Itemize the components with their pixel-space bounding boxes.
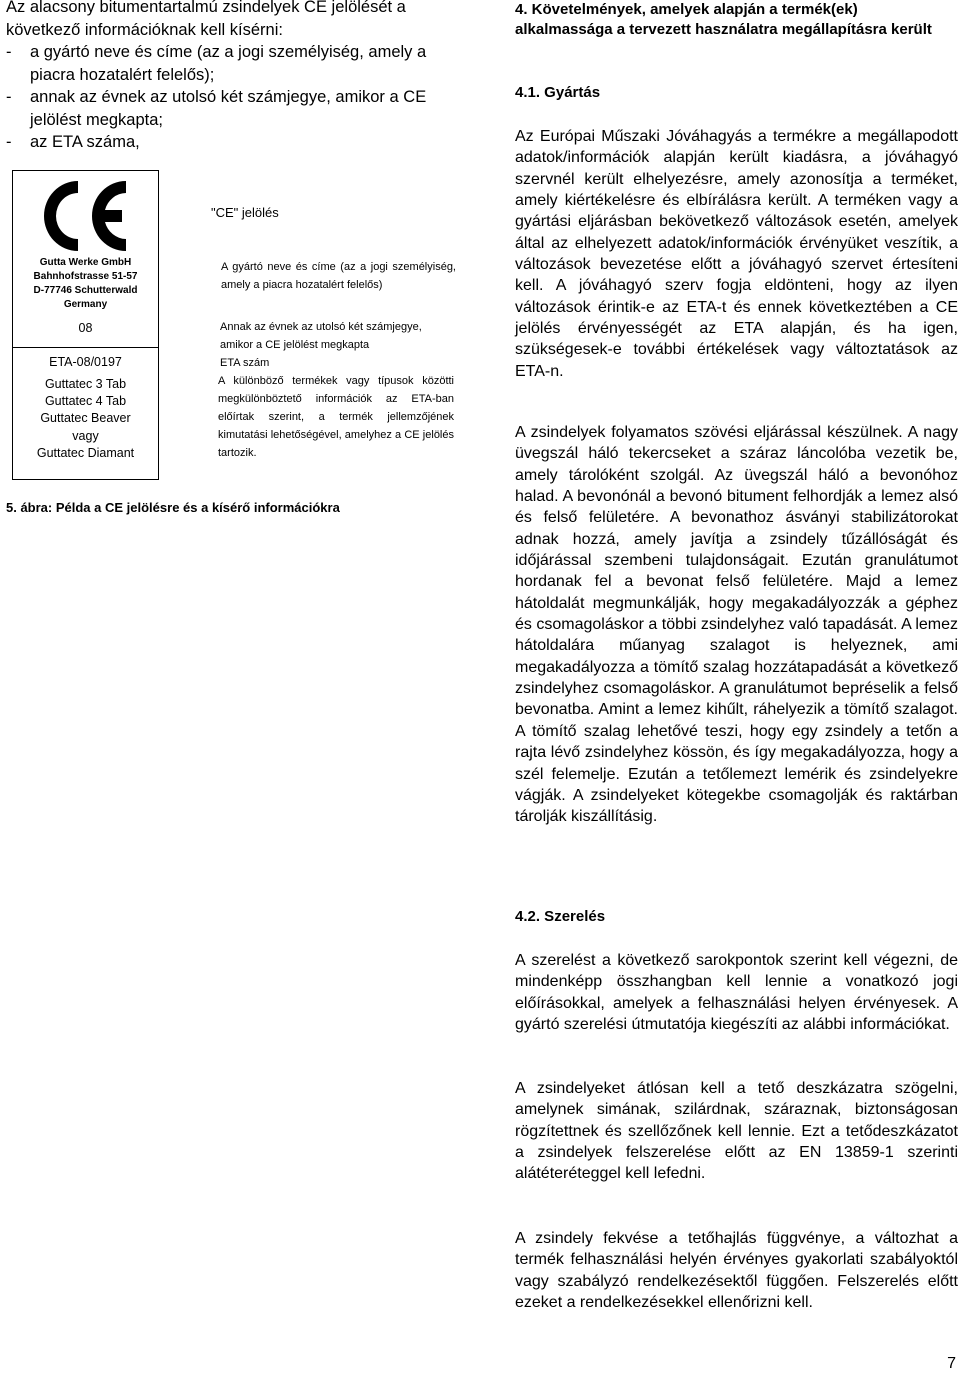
products-annotation: A különböző termékek vagy típusok közötti megkülönböztető információk az ETA-ban előírtak szerint, a termék jellemzőjének kimutatási lehetőségével, amelyhez a CE jelölés tartozik. xyxy=(218,375,454,459)
product-item: Guttatec 3 Tab xyxy=(44,377,127,391)
intro-text xyxy=(6,0,466,154)
year-annotation: Annak az évnek az utolsó két számjegye, amikor a CE jelölést megkapta xyxy=(220,321,422,351)
intro-line: Az alacsony bitumentartalmú zsindelyek CE jelölését a következő információknak kell kísérni: xyxy=(6,0,406,39)
year-code: 08 xyxy=(78,321,93,335)
manufacturer-street: Bahnhofstrasse 51-57 xyxy=(33,271,138,282)
box-divider xyxy=(13,347,158,348)
manufacturer-info xyxy=(13,256,158,312)
intro-list-item-manufacturer: - a gyártó neve és címe (az a jogi személyiség, amely a piacra hozatalért felelős); xyxy=(6,43,427,84)
product-item: vagy xyxy=(72,428,99,443)
ce-logo-icon xyxy=(38,175,148,257)
figure-caption: 5. ábra: Példa a CE jelölésre és a kísérő információkra xyxy=(6,500,340,515)
product-item: Guttatec Diamant xyxy=(36,445,135,460)
manufacturer-city: D-77746 Schutterwald xyxy=(33,285,138,296)
product-item: Guttatec Beaver xyxy=(40,411,131,426)
paragraph: Az Európai Műszaki Jóváhagyás a termékre a megállapodott adatok/információk alapján került kiadásra, a jóváhagyó szervnél került elhelyezésre, amely azonosítja a terméket, amely kiértékelésre és elbírálásra került. A terméken vagy a gyártási eljárásban bekövetkező változások esetén, amelyek által az elhelyezett adatok/információk érvényüket veszítik, a változások bevezetése előtt a jóváhagyó szervet értesíteni kell. A jóváhagyó szerv fogja eldönteni, hogy az ilyen változások érintik-e az ETA-t és ennek következtében a CE jelölés érvényességét az ETA alapján, és ha igen, szükségesek-e további értékelések vagy változtatások az ETA-n. xyxy=(515,128,958,380)
ce-label-annotation: "CE" jelölés xyxy=(211,205,279,220)
subsection-4-1-title: 4.1. Gyártás xyxy=(515,84,601,101)
eta-annotation: ETA szám xyxy=(220,357,270,369)
eta-number: ETA-08/0197 xyxy=(49,355,122,369)
page-number: 7 xyxy=(947,1355,956,1372)
intro-list-item-eta: - az ETA száma, xyxy=(6,133,140,151)
manufacturer-country: Germany xyxy=(63,299,108,310)
paragraph: A zsindelyeket átlósan kell a tető deszkázatra szögelni, amelynek simának, szilárdnak, száraznak, biztonságosan rögzítettnek és szellőzőnek kell lennie. Ezt a tetődeszkázatot a zsindelyek felszerelése előtt az EN 13859-1 szerinti alátéteréteggel kell lefedni. xyxy=(515,1080,958,1183)
manufacturer-name: Gutta Werke GmbH xyxy=(39,257,132,268)
intro-list-item-year: - annak az évnek az utolsó két számjegye, amikor a CE jelölést megkapta; xyxy=(6,88,427,129)
manufacturer-annotation: A gyártó neve és címe (az a jogi személyiség, amely a piacra hozatalért felelős) xyxy=(221,261,456,291)
product-list xyxy=(13,376,158,462)
paragraph: A zsindelyek folyamatos szövési eljárással készülnek. A nagy üvegszál háló tekercseket a száraz láncolóba vezetik be, amely tárolóként szolgál. Az üvegszál háló a bevonóhoz halad. A bevonónál a bevonó bitument felhordják a lemez alsó és felső felületére. A bevonathoz ásványi stabilizátorokat adnak hozzá, amely javítja a zsindely tűzállóságát és időjárással szembeni tulajdonságait. Ezután granulátumot hordanak fel a bevonat felső felületére. Majd a lemez hátoldalát megmunkálják, hogy megakadályozzák a géphez és csomagoláskor a többi zsindelyhez való tapadását. A lemez hátoldalára műanyag szalagot is helyeznek, ami megakadályozza a tömítő szalag hozzátapadását a következő zsindelyhez csomagoláskor. A granulátumot bepréselik a felső bevonatba. Amint a lemez kihűlt, ráhelyezik a tömítő szalagot. A tömítő szalag lehetővé teszi, hogy egy zsindely a tetőn a rajta lévő zsindelyhez kössön, és így megakadályozza, hogy a szél felemelje. Ezután a tetőlemezt lemérik és zsindelyekre vágják. A zsindelyeket kötegekbe csomagolják és raktárban tárolják kiszállításig. xyxy=(515,424,958,826)
subsection-4-2-title: 4.2. Szerelés xyxy=(515,908,606,925)
paragraph: A szerelést a következő sarokpontok szerint kell végezni, de mindenképp összhangban kell lennie a vonatkozó jogi előírásokkal, amelyek a felhasználási helyen érvényesek. A gyártó szerelési útmutatója kiegészíti az alábbi információkat. xyxy=(515,952,958,1034)
ce-marking-box xyxy=(12,170,159,480)
paragraph: A zsindely fekvése a tetőhajlás függvénye, a változhat a termék felhasználási helyén érvényes gyakorlati szabályoktól vagy szabályzó rendelkezésektől függően. Felszerelés előtt ezeket a rendelkezésekkel ellenőrizni kell. xyxy=(515,1230,958,1312)
section-4-title: 4. Követelmények, amelyek alapján a termék(ek) alkalmassága a tervezett használatra megállapításra került xyxy=(515,1,932,38)
product-item: Guttatec 4 Tab xyxy=(44,394,127,409)
